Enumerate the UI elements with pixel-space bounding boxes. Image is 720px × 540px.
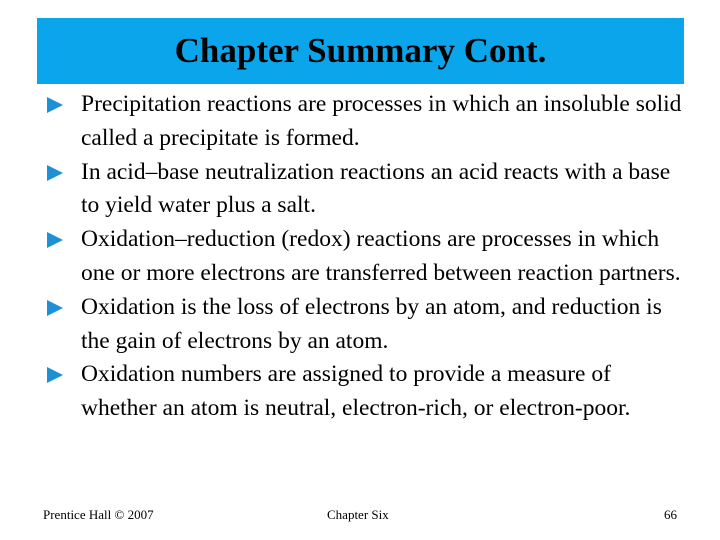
- bullet-item: [44, 358, 684, 426]
- right-triangle-icon: [47, 300, 63, 316]
- footer-copyright: Prentice Hall © 2007: [43, 507, 154, 522]
- bullet-item: [44, 88, 684, 156]
- bullet-text: Oxidation–reduction (redox) reactions are processes in which one or more electrons are transferred between reaction partners.: [81, 226, 681, 286]
- bullet-text: Oxidation numbers are assigned to provide a measure of whether an atom is neutral, electron-rich, or electron-poor.: [81, 361, 631, 422]
- right-triangle-icon: [47, 97, 63, 113]
- bullet-list: [44, 88, 684, 426]
- right-triangle-icon: [47, 232, 63, 248]
- bullet-text: Oxidation is the loss of electrons by an atom, and reduction is the gain of electrons by an atom.: [81, 293, 662, 354]
- title-bar: [37, 18, 684, 84]
- bullet-text: Precipitation reactions are processes in which an insoluble solid called a precipitate is formed.: [81, 91, 682, 151]
- bullet-item: [44, 291, 684, 359]
- bullet-item: [44, 223, 684, 291]
- footer-chapter: Chapter Six: [327, 507, 389, 522]
- bullet-item: [44, 156, 684, 224]
- page-number: 66: [664, 507, 677, 522]
- right-triangle-icon: [47, 367, 63, 383]
- right-triangle-icon: [47, 165, 63, 181]
- bullet-text: In acid–base neutralization reactions an acid reacts with a base to yield water plus a salt.: [81, 158, 671, 219]
- slide-title: Chapter Summary Cont.: [174, 31, 547, 70]
